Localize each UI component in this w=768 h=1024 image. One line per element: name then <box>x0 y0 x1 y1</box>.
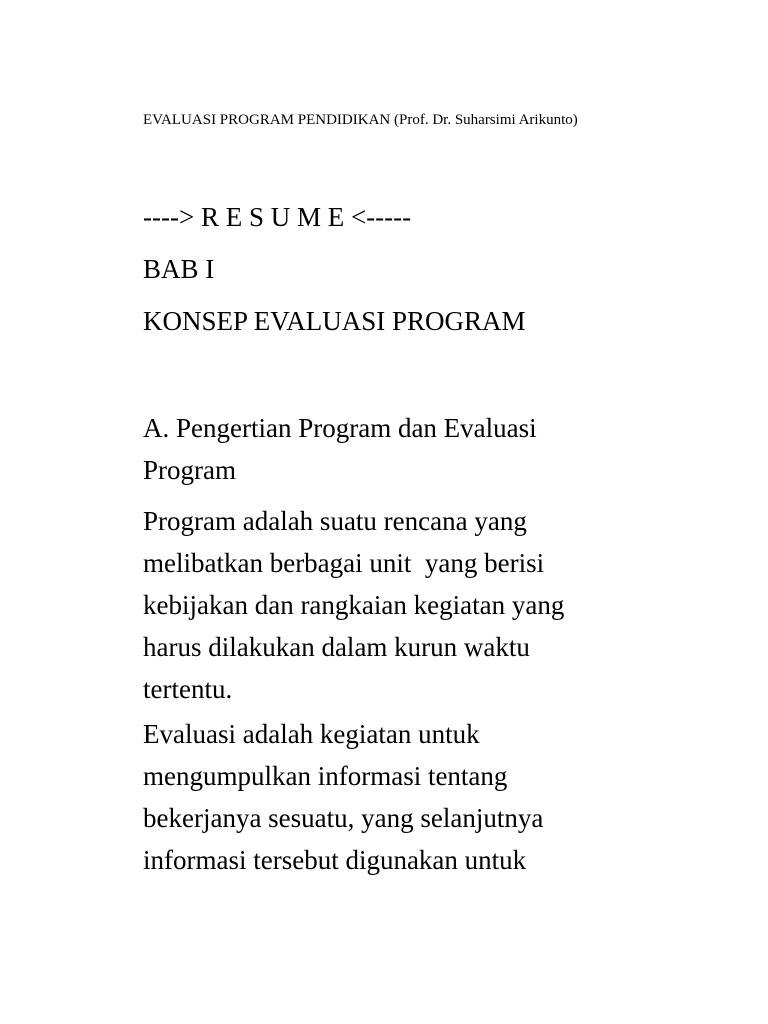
paragraph-line: melibatkan berbagai unit yang berisi <box>143 548 545 578</box>
paragraph-evaluation-definition <box>143 713 663 881</box>
paragraph-line: Program adalah suatu rencana yang <box>143 506 527 536</box>
paragraph-line: Evaluasi adalah kegiatan untuk <box>143 719 480 749</box>
paragraph-line: bekerjanya sesuatu, yang selanjutnya <box>143 803 544 833</box>
chapter-title: KONSEP EVALUASI PROGRAM <box>143 306 526 336</box>
paragraph-line: mengumpulkan informasi tentang <box>143 761 508 791</box>
paragraph-line: tertentu. <box>143 674 233 704</box>
section-heading-line: Program <box>143 455 236 485</box>
paragraph-program-definition <box>143 500 663 710</box>
section-heading <box>143 407 663 491</box>
paragraph-line: harus dilakukan dalam kurun waktu <box>143 632 530 662</box>
paragraph-line: informasi tersebut digunakan untuk <box>143 845 527 875</box>
resume-title: ----> R E S U M E <----- <box>143 202 412 232</box>
paragraph-line: kebijakan dan rangkaian kegiatan yang <box>143 590 565 620</box>
section-heading-line: A. Pengertian Program dan Evaluasi <box>143 413 537 443</box>
chapter-number: BAB I <box>143 254 215 284</box>
document-header: EVALUASI PROGRAM PENDIDIKAN (Prof. Dr. Suharsimi Arikunto) <box>143 112 578 128</box>
